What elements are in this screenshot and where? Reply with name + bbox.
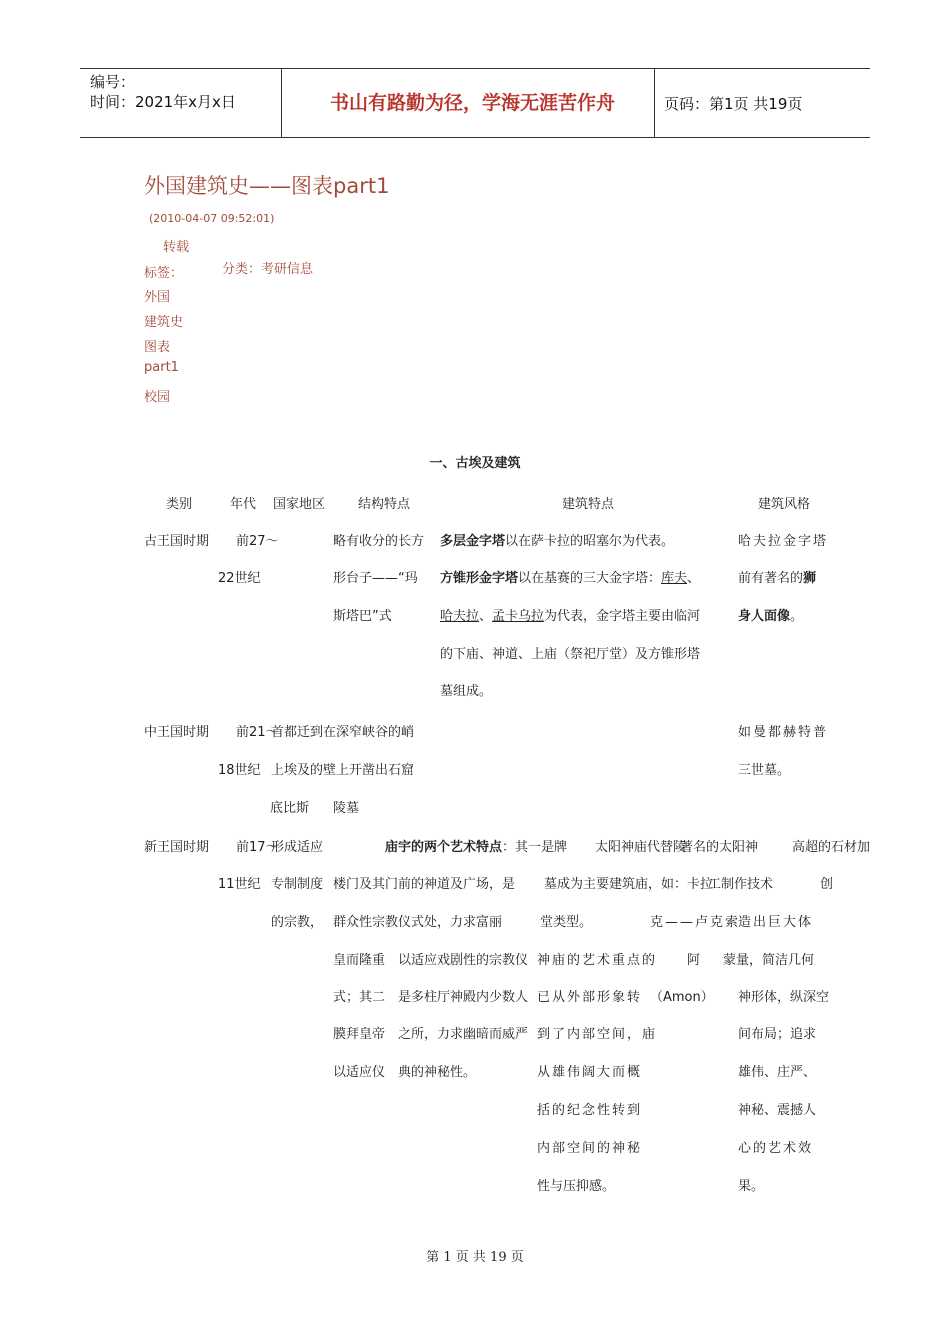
row-style: 心的艺术效 xyxy=(738,1141,814,1156)
row-region: 底比斯 xyxy=(270,801,310,816)
row-architecture: 从雄伟阔大而概 xyxy=(537,1065,643,1080)
row-style: 身人面像。 xyxy=(738,609,804,624)
row-style: 神形体，纵深空 xyxy=(738,990,830,1005)
row-structure: 以适应仪 xyxy=(333,1065,386,1080)
row-structure-cont: 以适应戏剧性的宗教仪 xyxy=(398,953,529,968)
row-architecture: 神庙的艺术重点的 xyxy=(537,953,658,968)
row-architecture: 庙宇的两个艺术特点：其一是牌 xyxy=(385,840,568,855)
row-style: 前有著名的狮 xyxy=(738,571,817,586)
col-header-style: 建筑风格 xyxy=(758,497,811,512)
row-category: 新王国时期 xyxy=(144,840,210,855)
row-style: 果。 xyxy=(738,1179,765,1194)
row-architecture-mid: 克——卢克索 xyxy=(650,915,741,930)
number-label: 编号： xyxy=(90,73,136,91)
row-era: 11世纪 xyxy=(218,877,261,892)
row-architecture: 性与压抑感。 xyxy=(537,1179,616,1194)
row-structure: 形成适应 xyxy=(271,840,324,855)
row-architecture: 括的纪念性转到 xyxy=(537,1103,643,1118)
row-structure: 膜拜皇帝 xyxy=(333,1027,386,1042)
time-label: 时间：2021年x月x日 xyxy=(90,93,236,111)
row-era: 前17～ xyxy=(236,840,279,855)
linked-term[interactable]: 孟卡乌拉 xyxy=(492,609,545,624)
row-architecture-mid: 阿 xyxy=(687,953,701,968)
row-structure-cont: 楼门及其门前的神道及广场，是 xyxy=(333,877,516,892)
header-page-info: 页码：第1页 共19页 xyxy=(664,95,803,113)
bold-term: 庙宇的两个艺术特点 xyxy=(385,840,503,855)
bold-term: 狮 xyxy=(803,571,817,586)
tag-link[interactable]: 图表 xyxy=(144,340,171,355)
article-title: 外国建筑史——图表part1 xyxy=(144,174,390,198)
row-architecture: 方锥形金字塔以在基赛的三大金字塔：库夫、 xyxy=(440,571,701,586)
row-style: 间布局；追求 xyxy=(738,1027,817,1042)
row-architecture: 墓成为主要建筑庙，如：卡拉 xyxy=(544,877,714,892)
row-structure: 形台子——“玛 xyxy=(333,571,418,586)
row-structure-cont: 是多柱厅神殿内少数人 xyxy=(398,990,529,1005)
tags-label: 标签： xyxy=(144,266,184,281)
row-style: 哈夫拉金字塔 xyxy=(738,534,829,549)
row-architecture: 墓组成。 xyxy=(440,684,493,699)
row-architecture-mid: 太阳神庙代替陵 xyxy=(595,840,687,855)
row-style: 工制作技术 xyxy=(708,877,774,892)
row-era: 前27～ xyxy=(236,534,279,549)
tag-link[interactable]: 建筑史 xyxy=(144,315,184,330)
row-structure-cont: 之所，力求幽暗而威严 xyxy=(398,1027,529,1042)
row-structure: 略有收分的长方 xyxy=(333,534,425,549)
row-structure: 皇而隆重 xyxy=(333,953,386,968)
section-title: 一、古埃及建筑 xyxy=(429,456,521,471)
col-header-era: 年代 xyxy=(230,497,257,512)
row-structure: 的宗教， xyxy=(271,915,324,930)
row-architecture: 的下庙、神道、上庙（祭祀厅堂）及方锥形塔 xyxy=(440,647,701,662)
row-category: 古王国时期 xyxy=(144,534,210,549)
row-style: 如曼都赫特普 xyxy=(738,725,829,740)
linked-term[interactable]: 库夫 xyxy=(661,571,688,586)
row-structure-cont: 群众性宗教仪式处，力求富丽 xyxy=(333,915,503,930)
row-era: 18世纪 xyxy=(218,763,261,778)
row-style: 蒙量，简洁几何 xyxy=(723,953,815,968)
row-structure: 式；其二 xyxy=(333,990,386,1005)
row-style: 三世墓。 xyxy=(738,763,791,778)
repost-link[interactable]: 转载 xyxy=(163,240,190,255)
row-architecture: 到了内部空间，庙 xyxy=(537,1027,658,1042)
row-style: 著名的太阳神 xyxy=(680,840,759,855)
col-header-category: 类别 xyxy=(166,497,193,512)
tag-link[interactable]: 外国 xyxy=(144,290,171,305)
header-divider xyxy=(281,69,282,137)
row-architecture: 多层金字塔以在萨卡拉的昭塞尔为代表。 xyxy=(440,534,675,549)
page-footer: 第 1 页 共 19 页 xyxy=(426,1250,524,1265)
row-style: 造出巨大体 xyxy=(738,915,814,930)
article-date: (2010-04-07 09:52:01) xyxy=(149,212,275,225)
row-structure: 上埃及的壁上开凿出石窟 xyxy=(271,763,415,778)
col-header-region: 国家地区 xyxy=(273,497,326,512)
row-architecture: 堂类型。 xyxy=(540,915,593,930)
row-structure: 斯塔巴”式 xyxy=(333,609,392,624)
header-motto: 书山有路勤为径，学海无涯苦作舟 xyxy=(329,92,615,114)
col-header-architecture: 建筑特点 xyxy=(562,497,615,512)
row-structure-cont: 典的神秘性。 xyxy=(398,1065,477,1080)
tag-link[interactable]: part1 xyxy=(144,360,179,375)
row-architecture: 哈夫拉、孟卡乌拉为代表，金字塔主要由临河 xyxy=(440,609,701,624)
bold-term: 身人面像 xyxy=(738,609,791,624)
row-structure: 首都迁到在深窄峡谷的峭 xyxy=(271,725,415,740)
row-architecture-mid: （Amon） xyxy=(650,990,714,1005)
col-header-structure: 结构特点 xyxy=(358,497,411,512)
row-category: 中王国时期 xyxy=(144,725,210,740)
row-style: 雄伟、庄严、 xyxy=(738,1065,817,1080)
row-era: 22世纪 xyxy=(218,571,261,586)
linked-term[interactable]: 哈夫拉 xyxy=(440,609,480,624)
row-structure: 陵墓 xyxy=(333,801,360,816)
category-link[interactable]: 分类：考研信息 xyxy=(222,262,314,277)
row-style: 神秘、震撼人 xyxy=(738,1103,817,1118)
bold-term: 方锥形金字塔 xyxy=(440,571,519,586)
row-style: 创 xyxy=(820,877,834,892)
row-architecture: 内部空间的神秘 xyxy=(537,1141,643,1156)
row-architecture: 已从外部形象转 xyxy=(537,990,643,1005)
header-meta xyxy=(90,72,236,112)
bold-term: 多层金字塔 xyxy=(440,534,506,549)
page-header xyxy=(80,68,870,138)
row-structure: 专制制度 xyxy=(271,877,324,892)
row-era: 前21～ xyxy=(236,725,279,740)
row-style: 高超的石材加 xyxy=(792,840,871,855)
tag-link[interactable]: 校园 xyxy=(144,390,171,405)
